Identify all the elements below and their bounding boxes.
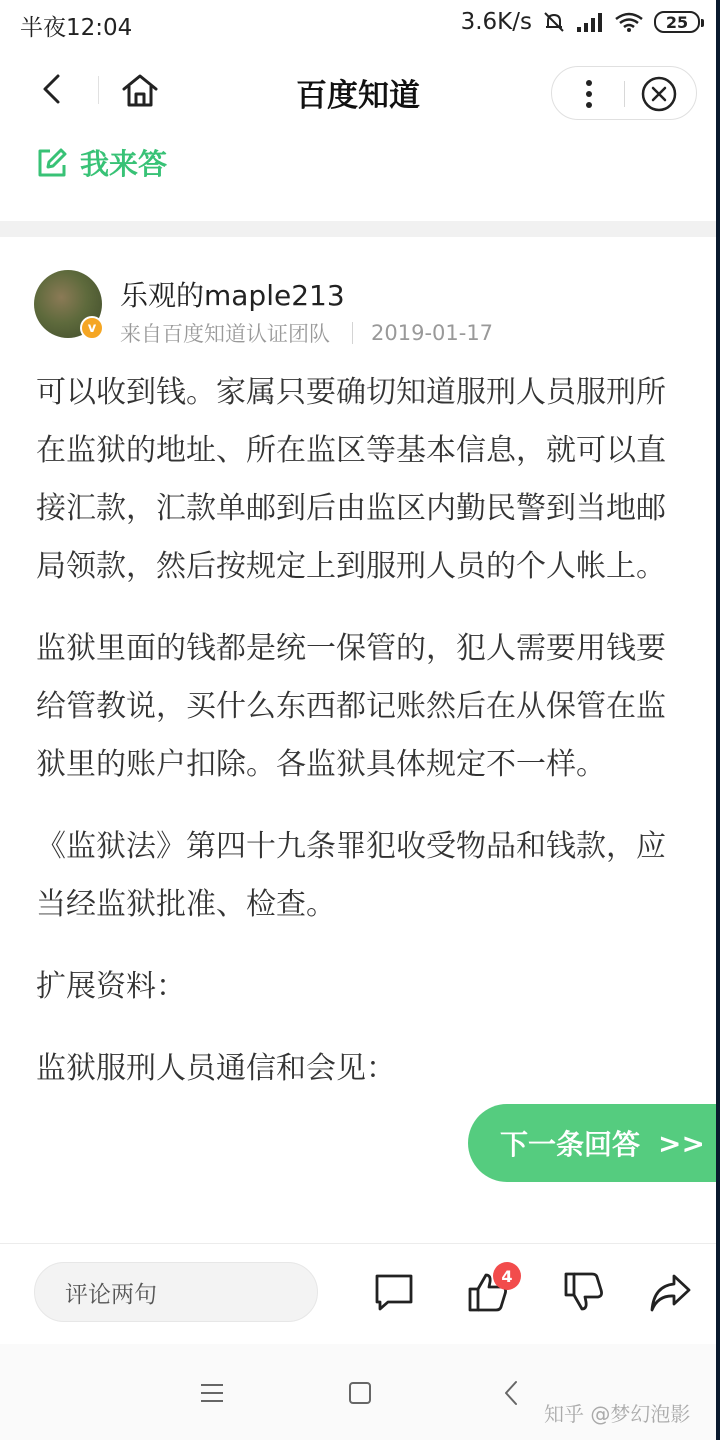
mini-program-capsule [551, 66, 697, 120]
answer-paragraph: 《监狱法》第四十九条罪犯收受物品和钱款，应当经监狱批准、检查。 [36, 829, 666, 922]
answer-date: 2019-01-17 [371, 321, 494, 345]
edit-icon [36, 147, 68, 179]
comment-input[interactable]: 评论两句 [34, 1262, 318, 1322]
nav-bar [0, 46, 716, 130]
share-icon[interactable] [648, 1270, 692, 1314]
thumbs-down-icon[interactable] [562, 1270, 606, 1314]
action-bar [0, 1243, 716, 1343]
mute-bell-icon [542, 10, 566, 34]
watermark: 知乎 @梦幻泡影 [544, 1402, 691, 1426]
next-answer-button[interactable] [468, 1104, 716, 1182]
section-divider [0, 221, 716, 237]
meta-divider [352, 322, 353, 344]
battery-indicator: 25 [654, 11, 700, 33]
answer-body [36, 364, 676, 1122]
author-team: 来自百度知道认证团队 [120, 322, 330, 346]
answer-paragraph: 监狱里面的钱都是统一保管的，犯人需要用钱要给管教说，买什么东西都记账然后在从保管在监狱里的账户扣除。各监狱具体规定不一样。 [36, 631, 666, 782]
more-options-icon[interactable] [574, 77, 604, 111]
network-speed: 3.6K/s [460, 9, 532, 35]
answer-paragraph: 监狱服刑人员通信和会见： [36, 1051, 396, 1086]
answer-paragraph: 可以收到钱。家属只要确切知道服刑人员服刑所在监狱的地址、所在监区等基本信息，就可以直接汇款，汇款单邮到后由监区内勤民警到当地邮局领款，然后按规定上到服刑人员的个人帐上。 [36, 375, 666, 584]
answer-paragraph: 扩展资料： [36, 969, 186, 1004]
home-square-icon[interactable] [345, 1378, 375, 1408]
verified-badge-icon: v [80, 316, 104, 340]
comment-icon[interactable] [372, 1270, 416, 1314]
capsule-divider [624, 81, 625, 107]
author-meta [120, 318, 493, 348]
next-answer-label: 下一条回答 [500, 1128, 641, 1161]
status-bar [0, 0, 716, 44]
menu-icon[interactable] [197, 1378, 227, 1408]
write-answer-label: 我来答 [80, 147, 168, 181]
author-name[interactable]: 乐观的maple213 [120, 279, 345, 312]
status-indicators [461, 9, 700, 35]
double-chevron-right-icon: >> [658, 1126, 705, 1160]
status-time: 半夜12:04 [20, 15, 133, 41]
wifi-icon [614, 11, 644, 33]
write-answer-button[interactable] [36, 142, 167, 183]
page-title: 百度知道 [296, 78, 420, 114]
system-back-icon[interactable] [497, 1378, 527, 1408]
signal-icon [576, 11, 604, 33]
like-count-badge: 4 [493, 1262, 521, 1290]
close-icon[interactable] [640, 75, 678, 113]
